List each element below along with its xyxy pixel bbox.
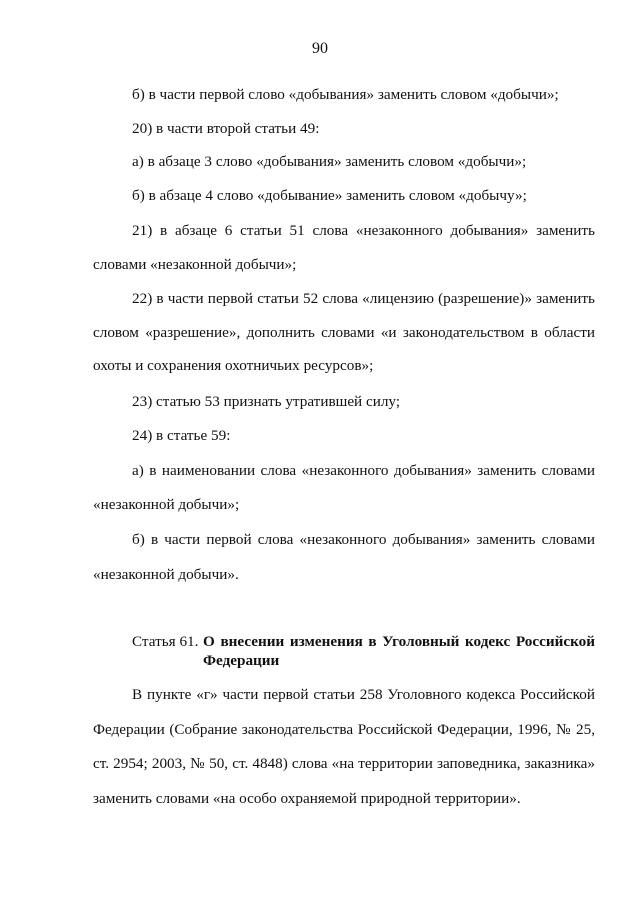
text-line: охоты и сохранения охотничьих ресурсов»; <box>93 357 374 374</box>
article-title: О внесении изменения в Уголовный кодекс Российской Федерации <box>203 633 595 669</box>
article-label: Статья 61. <box>132 633 199 650</box>
text-line: б) в части первой слова «незаконного добывания» заменить словами <box>132 531 595 548</box>
text-line: а) в абзаце 3 слово «добывания» заменить словом «добычи»; <box>132 153 527 170</box>
text-line: 20) в части второй статьи 49: <box>132 120 320 137</box>
text-line: 24) в статье 59: <box>132 427 231 444</box>
text-line: ст. 2954; 2003, № 50, ст. 4848) слова «на территории заповедника, заказника» <box>93 755 595 772</box>
text-line: б) в абзаце 4 слово «добывание» заменить словом «добычу»; <box>132 187 527 204</box>
text-line: 22) в части первой статьи 52 слова «лицензию (разрешение)» заменить <box>132 290 595 307</box>
text-line: б) в части первой слово «добывания» заменить словом «добычи»; <box>132 86 559 103</box>
text-line: 21) в абзаце 6 статьи 51 слова «незаконного добывания» заменить <box>132 222 595 239</box>
text-line: В пункте «г» части первой статьи 258 Уголовного кодекса Российской <box>132 686 595 703</box>
text-line: а) в наименовании слова «незаконного добывания» заменить словами <box>132 462 595 479</box>
text-line: «незаконной добычи»; <box>93 496 240 513</box>
text-line: Федерации (Собрание законодательства Российской Федерации, 1996, № 25, <box>93 721 595 738</box>
text-line: заменить словами «на особо охраняемой природной территории». <box>93 790 521 807</box>
page-number: 90 <box>312 40 328 57</box>
text-line: словом «разрешение», дополнить словами «и законодательством в области <box>93 324 595 341</box>
text-line: «незаконной добычи». <box>93 566 239 583</box>
text-line: словами «незаконной добычи»; <box>93 256 297 273</box>
text-line: 23) статью 53 признать утратившей силу; <box>132 393 401 410</box>
